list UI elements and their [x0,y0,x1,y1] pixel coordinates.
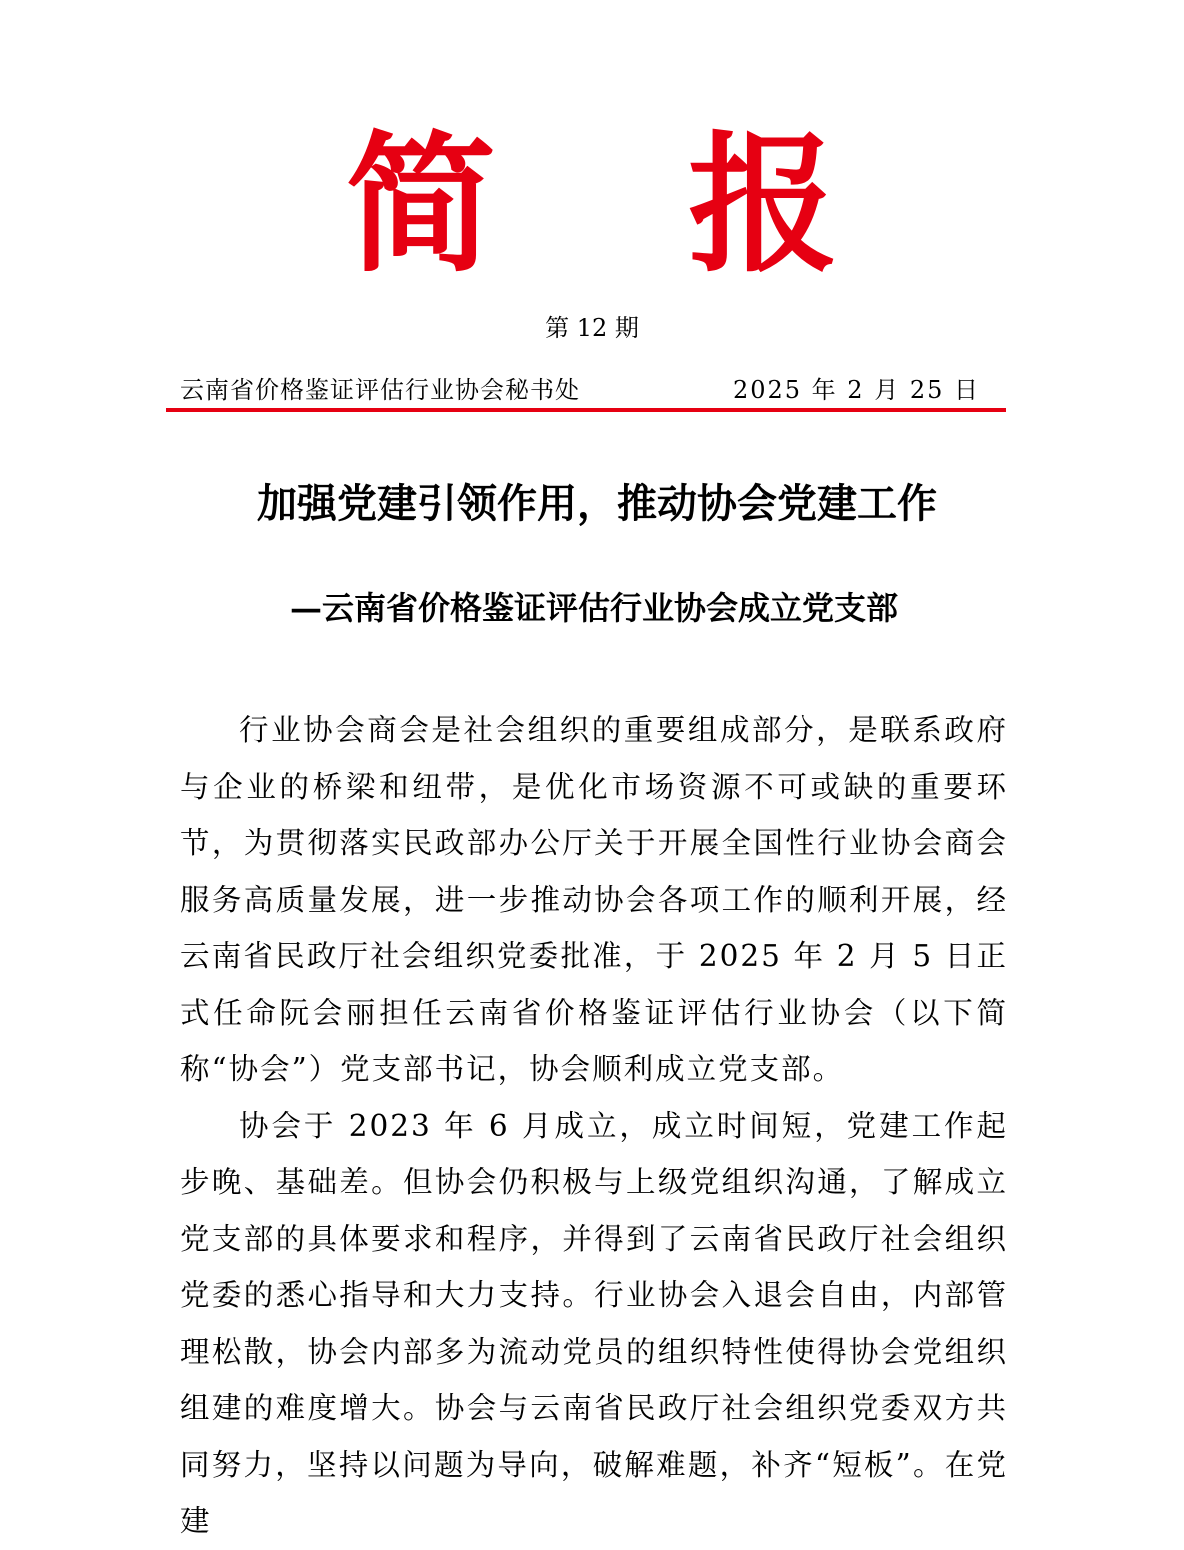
article-body [180,702,1008,1550]
masthead-title: 简 报 [345,117,909,293]
issue-date: 2025 年 2 月 25 日 [732,376,980,404]
issuer-name: 云南省价格鉴证评估行业协会秘书处 [180,376,580,404]
issue-number: 第 12 期 [545,314,639,342]
article-subtitle: —云南省价格鉴证评估行业协会成立党支部 [290,589,899,627]
paragraph: 行业协会商会是社会组织的重要组成部分，是联系政府与企业的桥梁和纽带，是优化市场资源不可或缺的重要环节，为贯彻落实民政部办公厅关于开展全国性行业协会商会服务高质量发展，进一步推动协会各项工作的顺利开展，经云南省民政厅社会组织党委批准，于 2025 年 2 月 5 日正式任命阮会丽担任云南省价格鉴证评估行业协会（以下简称“协会”）党支部书记，协会顺利成立党支部。 [180,713,1008,1086]
article-title: 加强党建引领作用，推动协会党建工作 [257,480,937,527]
paragraph: 协会于 2023 年 6 月成立，成立时间短，党建工作起步晚、基础差。但协会仍积极与上级党组织沟通，了解成立党支部的具体要求和程序，并得到了云南省民政厅社会组织党委的悉心指导和大力支持。行业协会入退会自由，内部管理松散，协会内部多为流动党员的组织特性使得协会党组织组建的难度增大。协会与云南省民政厅社会组织党委双方共同努力，坚持以问题为导向，破解难题，补齐“短板”。在党建 [180,1108,1008,1538]
red-divider [166,408,1006,412]
